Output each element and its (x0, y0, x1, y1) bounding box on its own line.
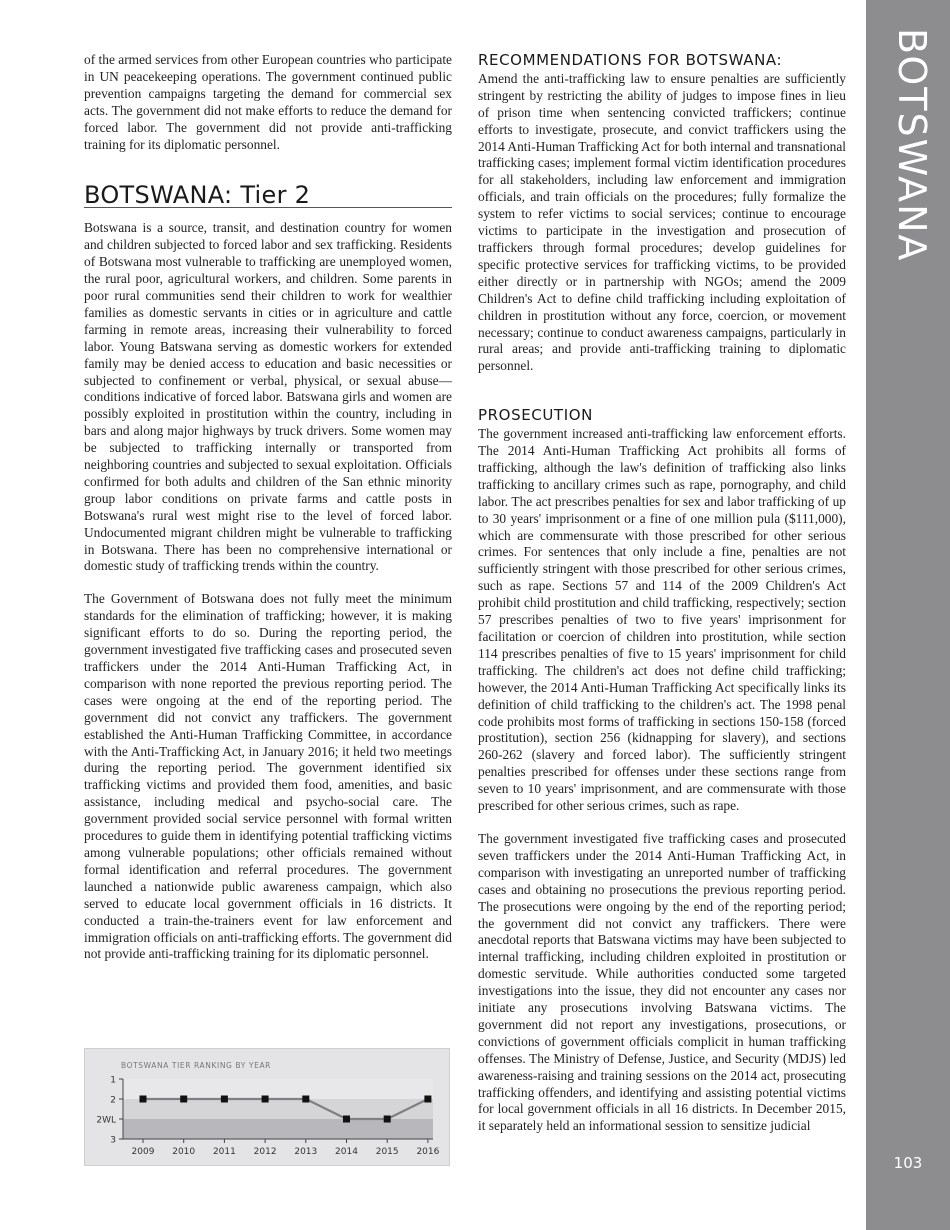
prosecution-paragraph-1: The government increased anti-trafficking law enforcement efforts. The 2014 Anti-Human Trafficking Act prohibits all forms of trafficking, although the law's definition of trafficking also links trafficking to ancillary crimes such as rape, pornography, and child labor. The act prescribes penalties for sex and labor trafficking of up to 30 years' imprisonment or a fine of one million pula ($111,000), which are commensurate with those prescribed for other serious crimes. For sentences that only include a fine, penalties are not sufficiently stringent with those prescribed for other serious crimes, such as rape. Sections 57 and 114 of the 2009 Children's Act prohibit child prostitution and child trafficking, respectively; section 57 prescribes penalties of two to five years' imprisonment for facilitation or coercion of children into prostitution, while section 114 prescribes penalties of five to 15 years' imprisonment for child trafficking. The children's act does not define child trafficking; however, the 2014 Anti-Human Trafficking Act specifically links its definition of child trafficking to the children's act. The 1998 penal code prohibits most forms of trafficking in sections 150-158 (forced prostitution), section 256 (kidnapping for slavery), and sections 260-262 (slavery and forced labor). The sufficiently stringent penalties prescribed for offenses under these sections range from seven to 10 years' imprisonment, and are commensurate with those prescribed for other serious crimes, such as rape. (478, 426, 846, 814)
y-tick-label: 3 (110, 1135, 116, 1146)
band-tier-1 (123, 1079, 433, 1099)
tier-ranking-chart (84, 1048, 450, 1166)
x-tick-label: 2010 (172, 1147, 196, 1157)
x-tick-label: 2014 (335, 1147, 358, 1157)
country-narrative-paragraph: Botswana is a source, transit, and destination country for women and children subjected to forced labor and sex trafficking. Residents of Botswana most vulnerable to trafficking are unemployed women, the rural poor, agricultural workers, and children. Some parents in poor rural communities send their children to work for wealthier families as domestic servants in cities or in agriculture and cattle farming in remote areas, increasing their vulnerability to forced labor. Young Batswana serving as domestic workers for extended family may be denied access to education and basic necessities or subjected to confinement or verbal, physical, or sexual abuse—conditions indicative of forced labor. Batswana girls and women are possibly exploited in prostitution within the country, including in bars and along major highways by truck drivers. Some women may be subjected to trafficking internally or transported from neighboring countries and subjected to sexual exploitation. Officials confirmed for both adults and children of the San ethnic minority group labor conditions on private farms and cattle posts in Botswana's rural west might rise to the level of forced labor. Undocumented migrant children might be vulnerable to trafficking in Botswana. There has been no comprehensive international or domestic study of trafficking trends within the country. (84, 220, 452, 574)
data-point-2014 (343, 1116, 350, 1123)
y-tick-label: 1 (110, 1075, 116, 1086)
data-point-2015 (384, 1116, 391, 1123)
recommendations-paragraph: Amend the anti-trafficking law to ensure penalties are sufficiently stringent by restricting the ability of judges to impose fines in lieu of prison time when sentencing convicted traffickers; continue efforts to investigate, prosecute, and convict traffickers using the 2014 Anti-Human Trafficking Act for both internal and transnational trafficking cases; implement formal victim identification procedures for all stakeholders, including law enforcement and immigration officials, and train officials on the procedures; fully formalize the system to refer victims to social services; continue to encourage victims to participate in the investigation and prosecution of traffickers through formal procedures; develop guidelines for specific protective services for trafficking victims, to be provided either directly or in partnership with NGOs; amend the 2009 Children's Act to define child trafficking including exploitation of children in prostitution without any force, coercion, or movement necessary; continue to conduct awareness campaigns, particularly in rural areas; and provide anti-trafficking training to diplomatic personnel. (478, 70, 846, 374)
x-tick-label: 2013 (294, 1147, 318, 1157)
data-point-2011 (221, 1096, 228, 1103)
data-point-2009 (140, 1096, 147, 1103)
data-point-2012 (262, 1096, 269, 1103)
x-tick-label: 2015 (375, 1147, 399, 1157)
tier-heading: BOTSWANA: Tier 2 (84, 187, 452, 208)
x-tick-label: 2011 (212, 1147, 236, 1157)
y-tick-label: 2WL (96, 1115, 116, 1126)
x-tick-label: 2012 (253, 1147, 277, 1157)
data-point-2010 (180, 1096, 187, 1103)
x-tick-label: 2016 (416, 1147, 440, 1157)
data-point-2013 (302, 1096, 309, 1103)
y-tick-label: 2 (110, 1095, 116, 1106)
tier-ranking-chart-svg (85, 1049, 451, 1167)
government-assessment-paragraph: The Government of Botswana does not fully meet the minimum standards for the elimination of trafficking; however, it is making significant efforts to do so. During the reporting period, the government investigated five trafficking cases and prosecuted seven traffickers under the 2014 Anti-Human Trafficking Act, in comparison with none reported the previous reporting period. The cases were ongoing at the end of the reporting period. The government did not convict any traffickers. The government established the Anti-Human Trafficking Committee, in accordance with the Anti-Trafficking Act, in January 2016; it held two meetings during the reporting period. The government identified six trafficking victims and provided them food, amenities, and basic assistance, including medical and psycho-social care. The government provided social service personnel with formal written procedures to guide them in identifying potential trafficking victims among vulnerable populations; other officials remained without formal identification and referral procedures. The government launched a nationwide public awareness campaign, which also served to educate local government officials in 16 districts. It conducted a train-the-trainers event for law enforcement and immigration officials on anti-trafficking efforts. The government did not provide anti-trafficking training for its diplomatic personnel. (84, 591, 452, 962)
left-column (84, 52, 452, 979)
sidebar-country-label-text: BOTSWANA (890, 28, 934, 263)
page-number: 103 (893, 1154, 923, 1172)
right-column (478, 52, 846, 1151)
chart-title: BOTSWANA TIER RANKING BY YEAR (121, 1061, 271, 1070)
intro-paragraph: of the armed services from other European countries who participate in UN peacekeeping operations. The government continued public prevention campaigns targeting the demand for commercial sex acts. The government did not make efforts to reduce the demand for forced labor. The government did not provide anti-trafficking training for its diplomatic personnel. (84, 52, 452, 152)
sidebar-country-label (891, 28, 933, 278)
data-point-2016 (424, 1096, 431, 1103)
x-tick-label: 2009 (131, 1147, 155, 1157)
recommendations-heading: RECOMMENDATIONS FOR BOTSWANA: (478, 51, 783, 69)
prosecution-paragraph-2: The government investigated five trafficking cases and prosecuted seven traffickers under the 2014 Anti-Human Trafficking Act, in comparison with investigating an unreported number of trafficking cases and obtaining no prosecutions the previous reporting period. The prosecutions were ongoing by the end of the reporting period; the government did not convict any traffickers. There were anecdotal reports that Batswana victims may have been subjected to internal trafficking, including children exploited in prostitution or domestic servitude. While authorities conducted some targeted investigations into the issue, they did not encounter any cases nor initiate any prosecutions involving Batswana victims. The government did not report any investigations, prosecutions, or convictions of government officials complicit in human trafficking offenses. The Ministry of Defense, Justice, and Security (MDJS) led awareness-raising and training sessions on the 2014 act, prosecuting trafficking offenders, and identifying and assisting potential victims for local government officials in all 16 districts. In December 2015, it separately held an informational session to sensitize judicial (478, 830, 846, 1134)
prosecution-heading: PROSECUTION (478, 406, 593, 425)
